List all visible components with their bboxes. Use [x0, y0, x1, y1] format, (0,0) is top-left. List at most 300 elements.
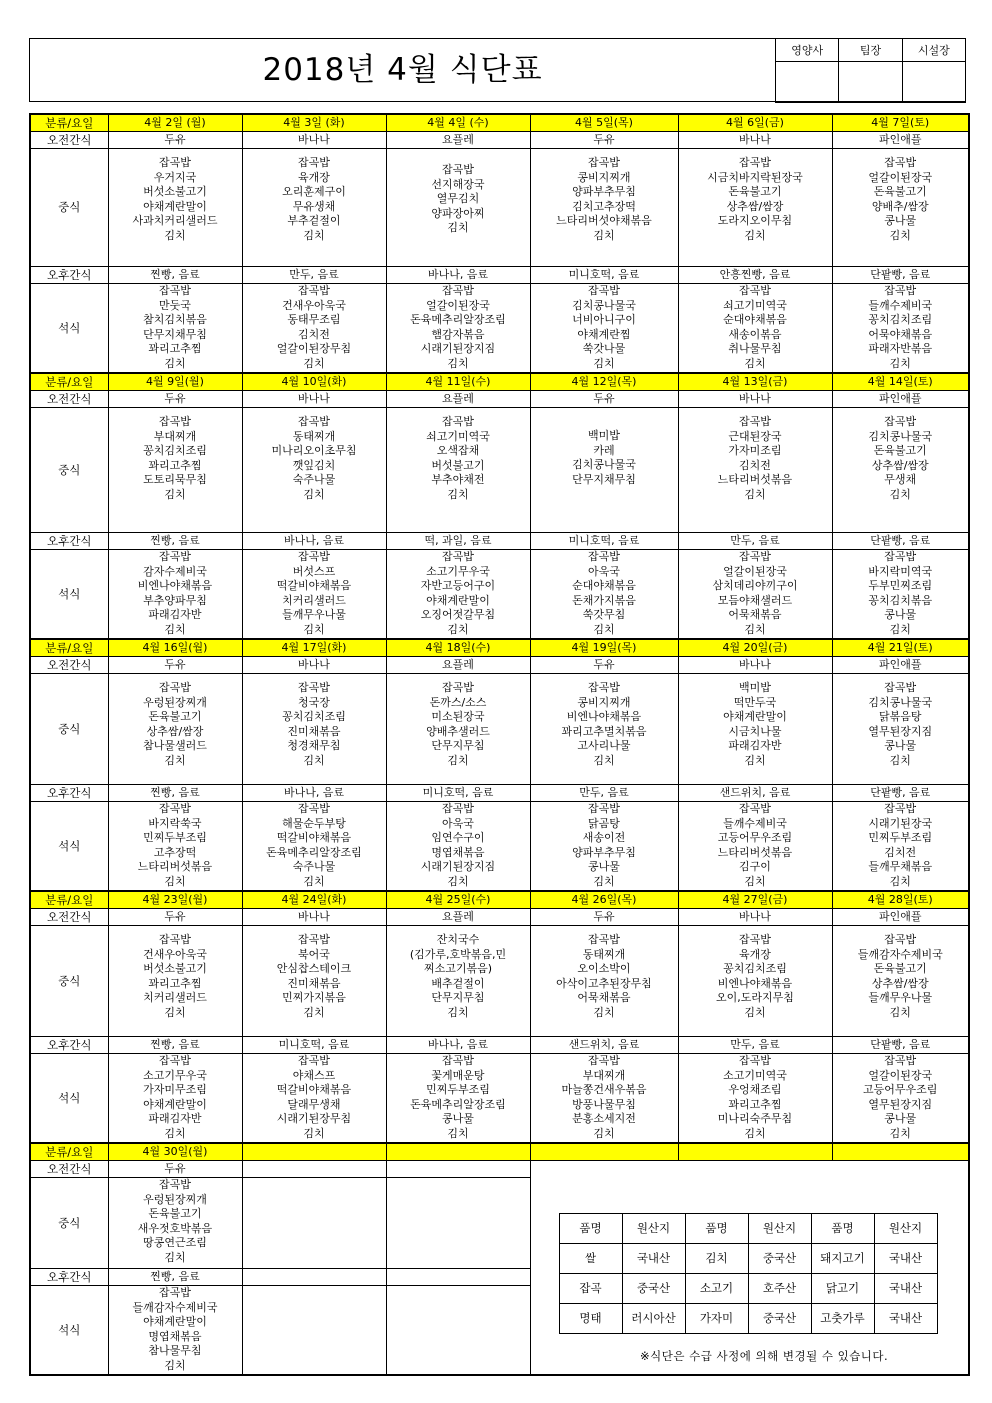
menu-item: 민찌두부조림 [426, 1083, 490, 1097]
menu-item: 잡곡밥 [588, 156, 620, 169]
am-snack: 두유 [108, 657, 242, 674]
menu-item: 김구이 [739, 860, 771, 874]
menu-item: 김치 [889, 487, 911, 501]
origin-item: 품명 [811, 1214, 874, 1244]
menu-item: 김치 [889, 753, 911, 767]
menu-item: 김치 [303, 487, 325, 501]
menu-item: 해물순두부탕 [282, 816, 346, 830]
lunch-label: 중식 [30, 926, 108, 1037]
dinner-cell [678, 284, 832, 374]
week-header-row [30, 1143, 969, 1161]
menu-item: 고등어무우조림 [717, 831, 793, 845]
menu-item: 치커리샐러드 [282, 593, 346, 607]
menu-item: 김치 [889, 874, 911, 888]
menu-item: 참나물무침 [148, 1344, 202, 1358]
menu-item: 돈육메추리알장조림 [410, 1097, 506, 1111]
menu-item: 김치고추장떡 [572, 199, 636, 213]
lunch-cell [386, 408, 530, 533]
pm-snack: 만두, 음료 [530, 785, 678, 802]
menu-item: 분홍소세지전 [572, 1112, 636, 1126]
pm-snack-row [30, 267, 969, 284]
pm-snack: 단팥빵, 음료 [832, 785, 969, 802]
menu-item: 김치 [164, 622, 186, 636]
menu-item: 돈육불고기 [873, 444, 927, 458]
am-snack-row [30, 657, 969, 674]
origin-item: 소고기 [685, 1274, 748, 1304]
lunch-cell [678, 149, 832, 267]
dinner-row [30, 550, 969, 640]
menu-item: 돈육불고기 [873, 962, 927, 976]
dinner-cell [242, 1054, 386, 1144]
day-header-empty [678, 1143, 832, 1161]
lunch-cell [108, 674, 242, 785]
menu-item: 우거지국 [153, 170, 197, 184]
day-header: 4월 23일(월) [108, 891, 242, 909]
am-snack: 두유 [108, 132, 242, 149]
pm-snack-label: 오후간식 [30, 1037, 108, 1054]
menu-item: 꽈리고추찜 [148, 458, 202, 472]
dinner-cell [242, 284, 386, 374]
menu-item: 쑥갓무침 [582, 608, 626, 622]
menu-item: 떡만두국 [733, 695, 777, 709]
lunch-cell [530, 149, 678, 267]
menu-item: 비엔나야채볶음 [717, 976, 793, 990]
pm-snack: 안흥찐빵, 음료 [678, 267, 832, 284]
pm-snack: 미니호떡, 음료 [386, 785, 530, 802]
day-header: 4월 6일(금) [678, 114, 832, 132]
menu-item: 어묵채볶음 [577, 991, 631, 1005]
menu-item: 김치 [164, 753, 186, 767]
menu-item: 잔치국수 [436, 933, 480, 946]
am-snack: 바나나 [242, 132, 386, 149]
menu-item: 꽈리고추멸치볶음 [561, 724, 647, 738]
menu-item: 민찌가지볶음 [282, 991, 346, 1005]
origin-country: 러시아산 [622, 1304, 685, 1334]
day-header: 4월 21일(토) [832, 639, 969, 657]
origin-item: 닭고기 [811, 1274, 874, 1304]
day-header-empty [832, 1143, 969, 1161]
menu-item: 돈까스/소스 [429, 695, 487, 709]
menu-item: 양파장아찌 [431, 206, 485, 220]
am-snack: 파인애플 [832, 132, 969, 149]
menu-item: 모듬야채샐러드 [717, 593, 793, 607]
lunch-cell [108, 149, 242, 267]
menu-item: 바지락미역국 [868, 564, 933, 578]
dinner-cell [386, 1054, 530, 1144]
menu-item: 꽁치김치조림 [723, 962, 787, 976]
menu-item: 잡곡밥 [298, 681, 330, 694]
day-header: 4월 11일(수) [386, 373, 530, 391]
day-header: 4월 14일(토) [832, 373, 969, 391]
menu-item: 얼갈이된장국 [868, 1068, 933, 1082]
day-header: 4월 25일(수) [386, 891, 530, 909]
menu-item: 콩나물 [442, 1112, 474, 1126]
menu-item: 김치 [889, 228, 911, 242]
menu-item: 가자미무조림 [143, 1083, 207, 1097]
menu-item: 잡곡밥 [884, 550, 917, 563]
menu-item: 진미채볶음 [287, 976, 341, 990]
day-header: 4월 13일(금) [678, 373, 832, 391]
menu-item: 양배추/쌈장 [871, 199, 929, 213]
menu-item: 마늘쫑건새우볶음 [561, 1083, 647, 1097]
menu-item: 건새우아욱국 [143, 947, 207, 961]
menu-item: 미나리숙주무침 [717, 1112, 793, 1126]
menu-item: 양파부추무침 [572, 185, 636, 199]
menu-item: 느타리버섯야채볶음 [556, 214, 652, 228]
menu-item: 건새우아욱국 [282, 298, 346, 312]
menu-item: 김치 [744, 622, 766, 636]
menu-item: 야채계란말이 [426, 593, 490, 607]
menu-item: 우엉채조림 [728, 1083, 782, 1097]
menu-item: 잡곡밥 [442, 550, 474, 563]
menu-item: 단무지채무침 [143, 327, 207, 341]
menu-item: 숙주나물 [292, 860, 336, 874]
menu-item: 김치 [447, 487, 469, 501]
day-header: 4월 18일(수) [386, 639, 530, 657]
menu-item: 김치콩나물국 [868, 429, 933, 443]
menu-item: 육개장 [739, 947, 771, 961]
pm-snack: 단팥빵, 음료 [832, 533, 969, 550]
empty-cell [242, 1286, 386, 1376]
menu-item: 버섯소불고기 [143, 962, 207, 976]
menu-item: 땅콩연근조림 [143, 1236, 207, 1250]
menu-item: 들깨무채볶음 [868, 860, 933, 874]
empty-cell [386, 1161, 530, 1178]
lunch-cell [678, 408, 832, 533]
empty-cell [386, 1178, 530, 1269]
menu-item: 김치 [447, 1005, 469, 1019]
menu-item: 돈육메추리알장조림 [266, 845, 362, 859]
am-snack: 두유 [108, 391, 242, 408]
menu-item: 김치 [744, 1005, 766, 1019]
menu-item: 김치전 [298, 327, 330, 341]
menu-item: 김치 [164, 1358, 186, 1372]
menu-item: 떡갈비야채볶음 [276, 831, 352, 845]
am-snack: 두유 [530, 132, 678, 149]
menu-item: 꽃게매운탕 [431, 1068, 485, 1082]
lunch-cell [832, 408, 969, 533]
am-snack: 파인애플 [832, 909, 969, 926]
menu-item: 바지락쑥국 [148, 816, 202, 830]
menu-item: 잡곡밥 [159, 1054, 191, 1067]
menu-item: 시래기된장지짐 [420, 860, 496, 874]
menu-item: 콩나물 [588, 860, 620, 874]
menu-item: 김치콩나물국 [572, 298, 636, 312]
am-snack-row [30, 391, 969, 408]
menu-item: 잡곡밥 [159, 415, 191, 428]
origin-item: 김치 [685, 1244, 748, 1274]
menu-item: 버섯불고기 [431, 458, 485, 472]
lunch-label: 중식 [30, 149, 108, 267]
dinner-cell [108, 1286, 242, 1376]
menu-item: 닭곰탕 [588, 816, 620, 830]
pm-snack: 미니호떡, 음료 [530, 267, 678, 284]
dinner-cell [832, 550, 969, 640]
menu-item: 민찌두부조림 [868, 831, 933, 845]
menu-item: 김치 [593, 753, 615, 767]
pm-snack-label: 오후간식 [30, 533, 108, 550]
am-snack: 파인애플 [832, 657, 969, 674]
menu-item: 참나물샐러드 [143, 739, 207, 753]
menu-item: 새송이전 [582, 831, 626, 845]
menu-item: 김치 [164, 1126, 186, 1140]
menu-item: 새송이볶음 [728, 327, 782, 341]
menu-item: 잡곡밥 [588, 1054, 620, 1067]
pm-snack: 만두, 음료 [678, 533, 832, 550]
am-snack: 바나나 [242, 657, 386, 674]
menu-item: 느타리버섯볶음 [717, 473, 793, 487]
pm-snack: 미니호떡, 음료 [242, 1037, 386, 1054]
menu-item: 감자수제비국 [143, 564, 207, 578]
menu-item: 김치 [744, 753, 766, 767]
menu-item: 야채계란말이 [143, 199, 207, 213]
menu-item: 햄감자볶음 [431, 327, 485, 341]
menu-item: 김치 [889, 356, 911, 370]
menu-item: 김치 [447, 874, 469, 888]
lunch-cell [386, 149, 530, 267]
menu-item: 잡곡밥 [588, 550, 620, 563]
pm-snack: 찐빵, 음료 [108, 533, 242, 550]
menu-item: 꽈리고추찜 [728, 1097, 782, 1111]
am-snack: 바나나 [242, 391, 386, 408]
menu-item: 들깨무우나물 [868, 991, 933, 1005]
day-header: 4월 4일 (수) [386, 114, 530, 132]
menu-item: 들깨감자수제비국 [132, 1300, 218, 1314]
menu-item: 오색잡채 [436, 444, 480, 458]
menu-item: 잡곡밥 [884, 284, 917, 297]
day-header: 4월 24일(화) [242, 891, 386, 909]
lunch-cell [108, 408, 242, 533]
am-snack: 두유 [530, 657, 678, 674]
menu-item: 상추쌈/쌈장 [871, 458, 929, 472]
header-label: 분류/요일 [30, 114, 108, 132]
menu-item: 명엽채볶음 [148, 1329, 202, 1343]
menu-item: 김치 [164, 1005, 186, 1019]
menu-item: 들깨수제비국 [723, 816, 787, 830]
dinner-cell [386, 284, 530, 374]
am-snack: 바나나 [678, 657, 832, 674]
menu-item: 가자미조림 [728, 444, 782, 458]
menu-item: 김치전 [739, 458, 771, 472]
lunch-cell [242, 926, 386, 1037]
menu-item: 잡곡밥 [588, 681, 620, 694]
menu-item: 잡곡밥 [884, 681, 917, 694]
pm-snack-label: 오후간식 [30, 785, 108, 802]
page-title: 2018년 4월 식단표 [262, 52, 543, 88]
menu-item: 김치 [889, 1126, 911, 1140]
day-header: 4월 2일 (월) [108, 114, 242, 132]
origin-table [559, 1213, 938, 1334]
origin-item: 품명 [685, 1214, 748, 1244]
menu-item: 들깨감자수제비국 [857, 947, 943, 961]
menu-item: 잡곡밥 [739, 284, 771, 297]
lunch-label: 중식 [30, 1178, 108, 1269]
menu-item: 콩나물 [884, 1112, 917, 1126]
menu-item: 잡곡밥 [442, 1054, 474, 1067]
origin-country: 원산지 [622, 1214, 685, 1244]
menu-item: 김치 [303, 228, 325, 242]
menu-item: 잡곡밥 [442, 802, 474, 815]
menu-item: 근대된장국 [728, 429, 782, 443]
am-snack: 두유 [108, 909, 242, 926]
menu-item: 잡곡밥 [588, 284, 620, 297]
menu-item: 꽁치김치조림 [143, 444, 207, 458]
am-snack: 두유 [530, 909, 678, 926]
menu-item: 임연수구이 [431, 831, 485, 845]
menu-item: 잡곡밥 [159, 1178, 191, 1191]
menu-item: 도토리묵무침 [143, 473, 207, 487]
day-header: 4월 3일 (화) [242, 114, 386, 132]
menu-item: 부추겉절이 [287, 214, 341, 228]
lunch-cell [386, 926, 530, 1037]
menu-item: 청국장 [298, 695, 330, 709]
am-snack: 바나나 [678, 909, 832, 926]
signature-box[interactable] [776, 62, 839, 103]
lunch-cell [108, 1178, 242, 1269]
menu-item: 단무지무침 [431, 991, 485, 1005]
menu-item: 야채계란말이 [143, 1315, 207, 1329]
menu-item: 민찌두부조림 [143, 831, 207, 845]
menu-item: 잡곡밥 [739, 802, 771, 815]
dinner-cell [386, 802, 530, 892]
signature-box[interactable] [902, 62, 965, 103]
menu-item: 오이,도라지무침 [716, 991, 794, 1005]
origin-item: 고춧가루 [811, 1304, 874, 1334]
pm-snack-row [30, 1037, 969, 1054]
menu-item: 김치콩나물국 [572, 458, 636, 472]
menu-item: 달래무생채 [287, 1097, 341, 1111]
menu-item: 안심찹스테이크 [276, 962, 352, 976]
day-header: 4월 20일(금) [678, 639, 832, 657]
menu-item: 김치전 [884, 845, 917, 859]
menu-item: 잡곡밥 [884, 802, 917, 815]
lunch-cell [530, 926, 678, 1037]
menu-item: 잡곡밥 [442, 163, 474, 176]
menu-item: 김치 [593, 356, 615, 370]
menu-item: 떡갈비야채볶음 [276, 579, 352, 593]
am-snack: 요플레 [386, 657, 530, 674]
menu-item: 야채계란말이 [143, 1097, 207, 1111]
week-header-row [30, 114, 969, 132]
approval-table [775, 38, 966, 103]
day-header: 4월 9일(월) [108, 373, 242, 391]
pm-snack: 바나나, 음료 [242, 533, 386, 550]
menu-item: 느타리버섯볶음 [137, 860, 213, 874]
menu-item: 야채계란찜 [577, 327, 631, 341]
menu-item: 잡곡밥 [159, 802, 191, 815]
origin-country: 중국산 [748, 1304, 811, 1334]
menu-item: 양배추샐러드 [426, 724, 490, 738]
origin-row [559, 1214, 937, 1244]
menu-item: 김치 [303, 622, 325, 636]
lunch-cell [832, 149, 969, 267]
day-header: 4월 30일(월) [108, 1143, 242, 1161]
origin-country: 국내산 [874, 1274, 937, 1304]
menu-item: 만둣국 [159, 298, 191, 312]
am-snack: 바나나 [678, 391, 832, 408]
pm-snack-row [30, 785, 969, 802]
menu-item: 시금치나물 [728, 724, 782, 738]
menu-item: 김치 [744, 356, 766, 370]
menu-item: 찌소고기볶음) [423, 962, 493, 976]
signature-box[interactable] [839, 62, 902, 103]
menu-item: 동태무조림 [287, 313, 341, 327]
menu-item: 잡곡밥 [298, 933, 330, 946]
menu-item: 도라지오이무침 [717, 214, 793, 228]
menu-item: 닭볶음탕 [878, 710, 922, 724]
menu-item: 느타리버섯볶음 [717, 845, 793, 859]
pm-snack: 바나나, 음료 [242, 785, 386, 802]
menu-item: 잡곡밥 [159, 1286, 191, 1299]
am-snack: 두유 [530, 391, 678, 408]
menu-item: 김치 [164, 356, 186, 370]
dinner-cell [108, 802, 242, 892]
pm-snack-label: 오후간식 [30, 1269, 108, 1286]
menu-item: 김치 [164, 1250, 186, 1264]
menu-item: 김치 [593, 1005, 615, 1019]
menu-item: 아삭이고추된장무침 [556, 976, 652, 990]
menu-item: 김치 [744, 874, 766, 888]
header-label: 분류/요일 [30, 891, 108, 909]
menu-item: 잡곡밥 [884, 1054, 917, 1067]
am-snack-row [30, 132, 969, 149]
menu-item: 참치김치볶음 [143, 313, 207, 327]
menu-item: 잡곡밥 [588, 933, 620, 946]
menu-item: 순대야채볶음 [572, 579, 636, 593]
menu-item: 동태찌개 [292, 429, 336, 443]
menu-item: 고추장떡 [153, 845, 197, 859]
menu-item: 미나리오이초무침 [271, 444, 357, 458]
menu-item: 시래기된장지짐 [420, 342, 496, 356]
menu-item: 잡곡밥 [739, 550, 771, 563]
dinner-row [30, 802, 969, 892]
menu-item: 시래기된장국 [868, 816, 933, 830]
pm-snack: 샌드위치, 음료 [530, 1037, 678, 1054]
dinner-cell [386, 550, 530, 640]
menu-item: 카레 [593, 443, 615, 457]
menu-item: 잡곡밥 [884, 933, 917, 946]
header-label: 분류/요일 [30, 639, 108, 657]
menu-item: 우렁된장찌개 [143, 1192, 207, 1206]
am-snack-label: 오전간식 [30, 391, 108, 408]
lunch-row [30, 408, 969, 533]
menu-item: 어묵채볶음 [728, 608, 782, 622]
menu-item: 취나물무침 [728, 342, 782, 356]
am-snack: 요플레 [386, 132, 530, 149]
menu-item: 시래기된장무침 [276, 1112, 352, 1126]
menu-item: 미소된장국 [431, 710, 485, 724]
menu-item: 시금치바지락된장국 [707, 170, 803, 184]
menu-item: 돈채가지볶음 [572, 593, 636, 607]
menu-item: 깻잎김치 [292, 458, 336, 472]
am-snack: 바나나 [678, 132, 832, 149]
menu-item: 상추쌈/쌈장 [146, 724, 204, 738]
menu-item: 진미채볶음 [287, 724, 341, 738]
menu-item: 숙주나물 [292, 473, 336, 487]
pm-snack: 샌드위치, 음료 [678, 785, 832, 802]
menu-item: 너비아니구이 [572, 313, 636, 327]
menu-item: 야채스프 [292, 1068, 336, 1082]
menu-item: 꽁치김치조림 [282, 710, 346, 724]
menu-item: 쇠고기미역국 [723, 298, 787, 312]
menu-item: 잡곡밥 [159, 550, 191, 563]
pm-snack: 만두, 음료 [678, 1037, 832, 1054]
origin-country: 중국산 [622, 1274, 685, 1304]
pm-snack: 바나나, 음료 [386, 267, 530, 284]
origin-country: 중국산 [748, 1244, 811, 1274]
day-header-empty [242, 1143, 386, 1161]
menu-item: 잡곡밥 [298, 550, 330, 563]
